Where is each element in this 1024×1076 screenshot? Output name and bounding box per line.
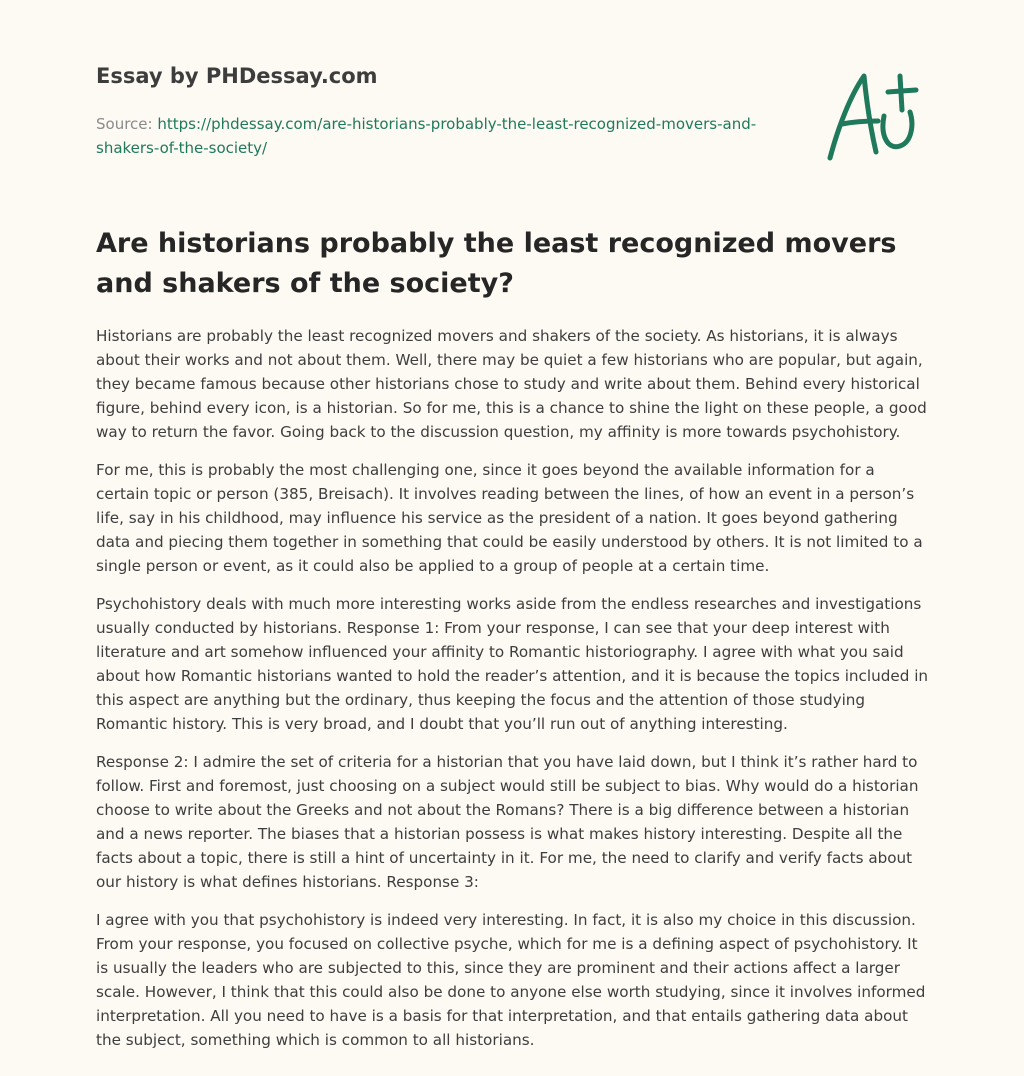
essay-title: Are historians probably the least recognized movers and shakers of the society? [96,228,897,299]
header [96,0,928,190]
paragraph: I agree with you that psychohistory is indeed very interesting. In fact, it is also my choice in this discussion. From your response, you focused on collective psyche, which for me is a defining aspect of psychohistory. It is usually the leaders who are subjected to this, since they are prominent and their actions affect a larger scale. However, I think that this could also be done to anyone else worth studying, since it involves informed interpretation. All you need to have is a basis for that interpretation, and that entails gathering data about the subject, something which is common to all historians. [96,911,926,1049]
site-title: Essay by PHDessay.com [96,64,378,88]
paragraph: Historians are probably the least recognized movers and shakers of the society. As historians, it is always about their works and not about them. Well, there may be quiet a few historians who are popular, but again, they became famous because other historians chose to study and write about them. Behind every historical figure, behind every icon, is a historian. So for me, this is a chance to shine the light on these people, a good way to return the favor. Going back to the discussion question, my affinity is more towards psychohistory. [96,327,927,441]
paragraph: Psychohistory deals with much more interesting works aside from the endless researches and investigations usually conducted by historians. Response 1: From your response, I can see that your deep interest with literature and art somehow influenced your affinity to Romantic historiography. I agree with what you said about how Romantic historians wanted to hold the reader’s attention, and it is because the topics included in this aspect are anything but the ordinary, thus keeping the focus and the attention of those studying Romantic history. This is very broad, and I doubt that you’ll run out of anything interesting. [96,595,929,733]
essay-body [96,324,932,1066]
paragraph: For me, this is probably the most challenging one, since it goes beyond the available information for a certain topic or person (385, Breisach). It involves reading between the lines, of how an event in a person’s life, say in his childhood, may influence his service as the president of a nation. It goes beyond gathering data and piecing them together in something that could be easily understood by others. It is not limited to a single person or event, as it could also be applied to a group of people at a certain time. [96,461,923,575]
a-plus-logo-icon [818,66,928,166]
source-line [96,112,776,160]
paragraph: Response 2: I admire the set of criteria for a historian that you have laid down, but I think it’s rather hard to follow. First and foremost, just choosing on a subject would still be subject to bias. Why would do a historian choose to write about the Greeks and not about the Romans? There is a big difference between a historian and a news reporter. The biases that a historian possess is what makes history interesting. Despite all the facts about a topic, there is still a hint of uncertainty in it. For me, the need to clarify and verify facts about our history is what defines historians. Response 3: [96,753,919,891]
source-link[interactable]: https://phdessay.com/are-historians-probably-the-least-recognized-movers-and-shakers-of-the-society/ [96,115,757,157]
source-label: Source: [96,115,153,133]
page [96,0,929,1049]
